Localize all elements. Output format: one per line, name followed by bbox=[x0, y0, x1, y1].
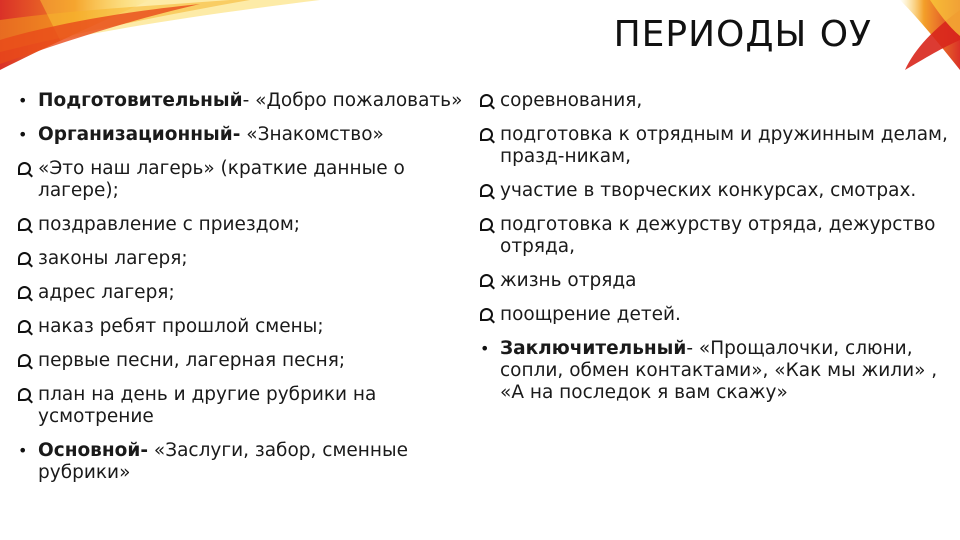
list-item bbox=[480, 338, 950, 404]
list-item bbox=[480, 214, 950, 258]
list-item bbox=[480, 124, 950, 168]
q-bullet-icon bbox=[480, 128, 493, 141]
list-item bbox=[18, 124, 466, 146]
item-text: подготовка к дежурству отряда, дежурство отряда, bbox=[500, 214, 936, 257]
item-text: - «Добро пожаловать» bbox=[242, 90, 463, 111]
item-text: наказ ребят прошлой смены; bbox=[38, 316, 324, 337]
item-text: первые песни, лагерная песня; bbox=[38, 350, 346, 371]
item-text: соревнования, bbox=[500, 90, 643, 111]
bullet-icon: • bbox=[18, 91, 28, 110]
bullet-icon: • bbox=[480, 339, 490, 358]
item-bold-label: Основной- bbox=[38, 440, 149, 461]
q-bullet-icon bbox=[18, 218, 31, 231]
item-text: жизнь отряда bbox=[500, 270, 637, 291]
item-text: адрес лагеря; bbox=[38, 282, 175, 303]
list-item bbox=[18, 384, 466, 428]
item-bold-label: Заключительный bbox=[500, 338, 687, 359]
item-text: план на день и другие рубрики на усмотрение bbox=[38, 384, 377, 427]
q-bullet-icon bbox=[18, 354, 31, 367]
q-bullet-icon bbox=[480, 218, 493, 231]
q-bullet-icon bbox=[18, 388, 31, 401]
list-item bbox=[480, 270, 950, 292]
list-item bbox=[480, 304, 950, 326]
q-bullet-icon bbox=[18, 286, 31, 299]
list-item bbox=[18, 282, 466, 304]
list-item bbox=[480, 90, 950, 112]
q-bullet-icon bbox=[480, 184, 493, 197]
item-text: законы лагеря; bbox=[38, 248, 188, 269]
list-item bbox=[18, 248, 466, 270]
list-item bbox=[18, 214, 466, 236]
right-column bbox=[480, 90, 950, 416]
list-item bbox=[18, 158, 466, 202]
list-item bbox=[18, 316, 466, 338]
list-item bbox=[18, 350, 466, 372]
list-item bbox=[480, 180, 950, 202]
q-bullet-icon bbox=[18, 252, 31, 265]
list-item bbox=[18, 90, 466, 112]
q-bullet-icon bbox=[18, 320, 31, 333]
list-item bbox=[18, 440, 466, 484]
q-bullet-icon bbox=[480, 274, 493, 287]
bullet-icon: • bbox=[18, 125, 28, 144]
item-text: участие в творческих конкурсах, смотрах. bbox=[500, 180, 917, 201]
item-text: «Это наш лагерь» (краткие данные о лагере); bbox=[38, 158, 405, 201]
q-bullet-icon bbox=[480, 308, 493, 321]
item-text: - «Прощалочки, слюни, сопли, обмен контактами», «Как мы жили» , «А на последок я вам скажу» bbox=[500, 338, 938, 403]
q-bullet-icon bbox=[480, 94, 493, 107]
q-bullet-icon bbox=[18, 162, 31, 175]
bullet-icon: • bbox=[18, 441, 28, 460]
item-text: поощрение детей. bbox=[500, 304, 681, 325]
item-text: «Знакомство» bbox=[240, 124, 384, 145]
item-text: «Заслуги, забор, сменные рубрики» bbox=[38, 440, 408, 483]
item-bold-label: Подготовительный bbox=[38, 90, 243, 111]
left-column bbox=[18, 90, 466, 496]
item-text: поздравление с приездом; bbox=[38, 214, 301, 235]
slide-title: ПЕРИОДЫ ОУ bbox=[613, 14, 872, 55]
item-bold-label: Организационный- bbox=[38, 124, 241, 145]
item-text: подготовка к отрядным и дружинным делам, празд-никам, bbox=[500, 124, 948, 167]
